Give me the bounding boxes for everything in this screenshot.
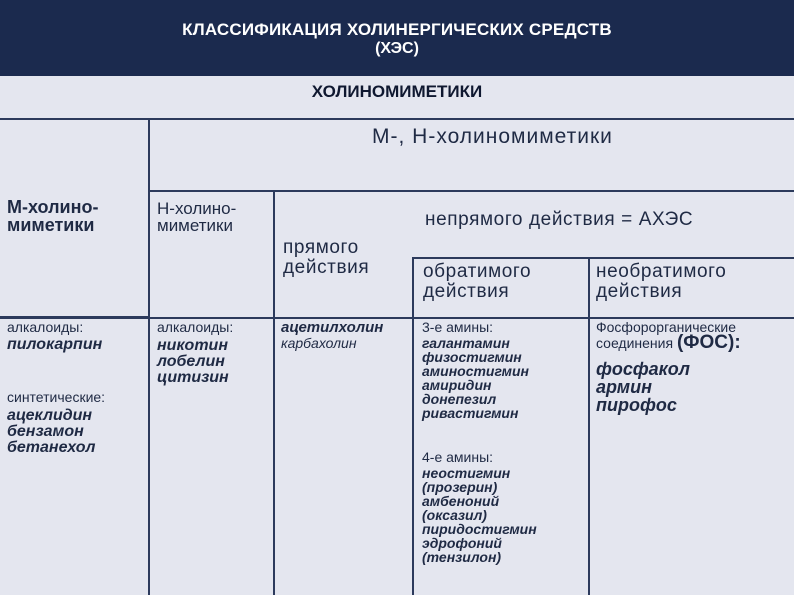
m-synthetic-label: синтетические: <box>7 389 106 405</box>
slide-title-line1: КЛАССИФИКАЦИЯ ХОЛИНЕРГИЧЕСКИХ СРЕДСТВ <box>182 20 612 39</box>
fos-label: Фосфорорганические соединения (ФОС): <box>596 319 741 353</box>
m-synthetic-list: ацеклидин бензамон бетанехол <box>7 407 96 456</box>
subtitle: ХОЛИНОМИМЕТИКИ <box>311 82 483 101</box>
slide-header <box>0 0 794 76</box>
slide-title-line2: (ХЭС) <box>375 40 419 57</box>
m-alkaloids-label: алкалоиды: <box>7 319 84 335</box>
m-header: М‑холино- миметики <box>7 197 99 235</box>
indirect-header: непрямого действия = АХЭС <box>425 209 694 230</box>
reversible-header: обратимого действия <box>423 261 532 302</box>
subtitle-bar <box>0 76 794 120</box>
quaternary-amines-label: 4-е амины: <box>422 449 494 465</box>
divider-reversible <box>588 258 590 595</box>
fos-abbrev: (ФОС): <box>676 332 741 353</box>
n-alkaloids-list: никотин лобелин цитизин <box>157 337 229 386</box>
m-alkaloids-list: пилокарпин <box>7 336 103 353</box>
direct-header: прямого действия <box>283 237 370 278</box>
classification-table <box>0 120 794 595</box>
n-alkaloids-label: алкалоиды: <box>157 319 234 335</box>
direct-list: ацетилхолин <box>281 319 384 336</box>
direct-list-secondary: карбахолин <box>281 335 357 351</box>
fos-list: фосфакол армин пирофос <box>596 359 690 415</box>
mn-header: М‑, Н‑холиномиметики <box>372 125 613 148</box>
divider-direct <box>412 258 414 595</box>
indirect-header-line <box>412 257 794 259</box>
quaternary-amines-list: неостигмин (прозерин) амбеноний (оксазил) пиридостигмин эдрофоний (тензилон) <box>422 465 537 565</box>
divider-n <box>273 192 275 595</box>
tertiary-amines-label: 3-е амины: <box>422 319 494 335</box>
irreversible-header: необратимого действия <box>596 261 727 302</box>
tertiary-amines-list: галантамин физостигмин аминостигмин амиридин донепезил ривастигмин <box>422 335 529 421</box>
n-header: Н‑холино- миметики <box>157 199 237 235</box>
